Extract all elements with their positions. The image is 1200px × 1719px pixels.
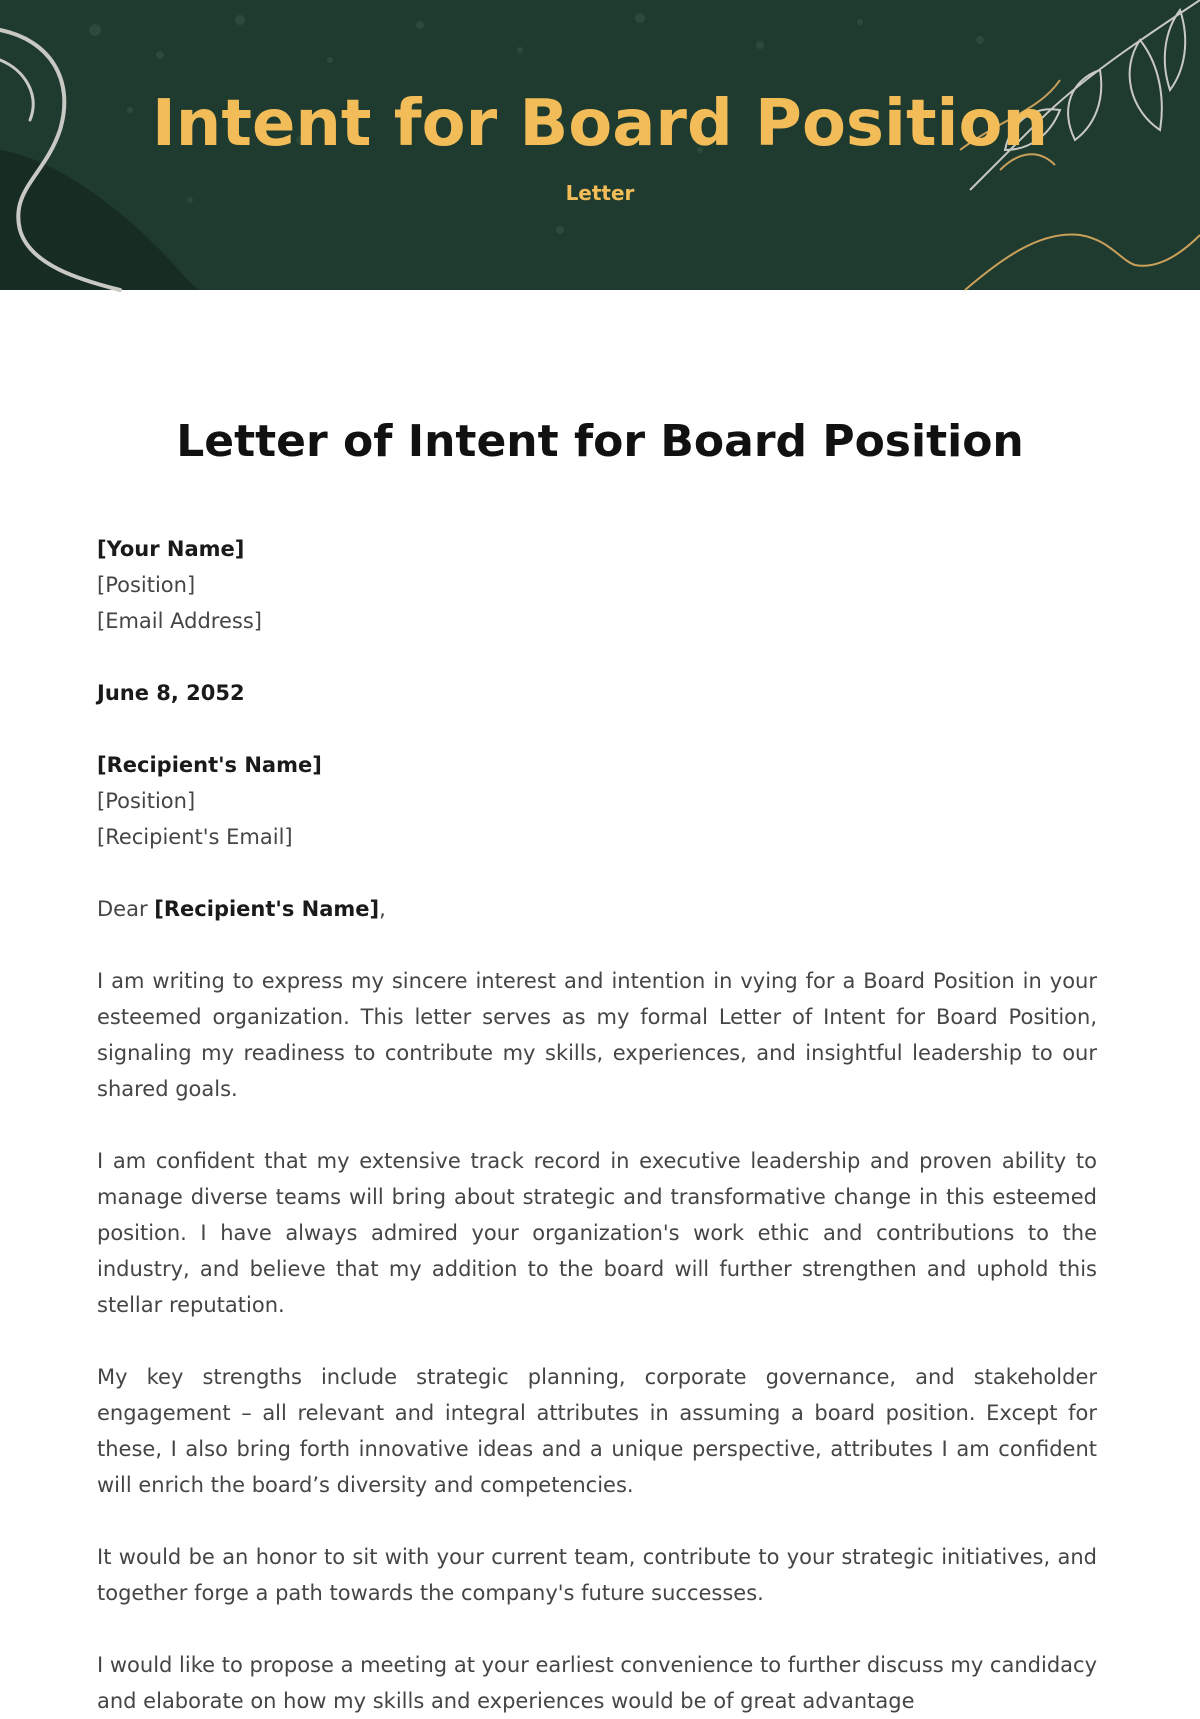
header-banner [0,0,1200,290]
recipient-email: [Recipient's Email] [97,825,293,849]
sender-email: [Email Address] [97,609,262,633]
paragraph-3: My key strengths include strategic planning, corporate governance, and stakeholder engagement – all relevant and integral attributes in assuming a board position. Except for these, I also bring forth innovative ideas and a unique perspective, attributes I am confident will enrich the board’s diversity and competencies. [97,1365,1097,1497]
paragraph-2: I am confident that my extensive track record in executive leadership and proven ability to manage diverse teams will bring about strategic and transformative change in this esteemed position. I have always admired your organization's work ethic and contributions to the industry, and believe that my addition to the board will further strengthen and uphold this stellar reputation. [97,1149,1097,1317]
recipient-position: [Position] [97,789,196,813]
salutation-prefix: Dear [97,897,155,921]
letter-date: June 8, 2052 [97,681,245,705]
paragraph-5: I would like to propose a meeting at your earliest convenience to further discuss my candidacy and elaborate on how my skills and experiences would be of great advantage [97,1653,1097,1713]
paragraph-4: It would be an honor to sit with your current team, contribute to your strategic initiatives, and together forge a path towards the company's future successes. [97,1545,1097,1605]
recipient-name: [Recipient's Name] [97,753,322,777]
letter-body [97,531,1097,1719]
sender-name: [Your Name] [97,537,245,561]
document-title: Letter of Intent for Board Position [176,416,1024,467]
paragraph-1: I am writing to express my sincere interest and intention in vying for a Board Position in your esteemed organization. This letter serves as my formal Letter of Intent for Board Position, signaling my readiness to contribute my skills, experiences, and insightful leadership to our shared goals. [97,969,1097,1101]
banner-title: Intent for Board Position [151,87,1049,161]
sender-position: [Position] [97,573,196,597]
salutation-name: [Recipient's Name] [154,897,380,921]
banner-subtitle: Letter [565,181,635,205]
salutation-suffix: , [379,897,386,921]
salutation [97,891,1097,927]
